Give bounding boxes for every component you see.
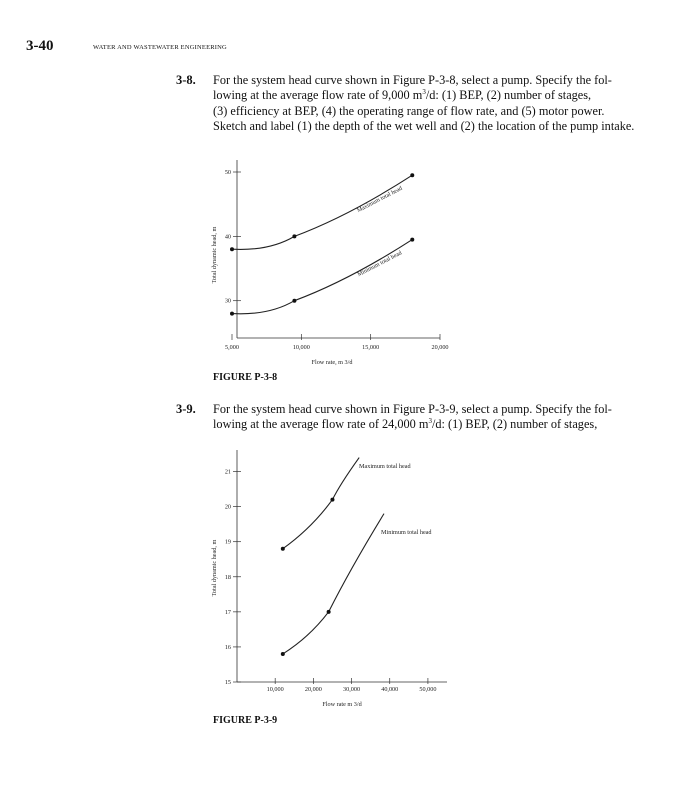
x-tick-label: 10,000 [292,344,310,351]
x-tick-label: 50,000 [419,686,437,693]
series-curve [232,175,412,249]
y-tick-label: 40 [224,233,231,241]
x-axis-label: Flow rate m 3/d [322,701,362,708]
x-tick-label: 10,000 [266,686,284,693]
problem-line: Sketch and label (1) the depth of the wet well and (2) the location of the pump intake. [213,119,635,134]
series-curve [232,240,412,314]
figure-caption: FIGURE P-3-9 [213,715,278,726]
problem-line: For the system head curve shown in Figure P-3-9, select a pump. Specify the fol- [213,402,612,416]
data-point [230,312,234,316]
data-point [292,234,296,238]
y-tick-label: 21 [224,468,231,476]
data-point [410,238,414,242]
problem-line: For the system head curve shown in Figure P-3-8, select a pump. Specify the fol- [213,73,612,87]
data-point [281,547,285,551]
x-tick-label: 20,000 [304,686,322,693]
y-tick-label: 19 [224,538,231,546]
y-axis-label: Total dynamic head, m [211,539,218,597]
data-point [292,299,296,303]
series-label: Maximum total head [359,463,411,470]
data-point [281,652,285,656]
y-tick-label: 50 [224,169,231,176]
series-curve [283,458,359,549]
problem-line-part: /d: (1) BEP, (2) number of stages, [431,417,598,432]
data-point [327,610,331,614]
y-axis-label: Total dynamic head, m [211,226,218,284]
problem-number: 3-9. [176,402,196,416]
y-tick-label: 18 [224,573,231,581]
superscript: 3 [422,88,426,97]
problem-line-part: lowing at the average flow rate of 24,000 m [213,417,429,432]
series-label: Minimum total head [381,529,432,536]
x-tick-label: 20,000 [431,344,449,351]
y-tick-label: 15 [224,679,231,686]
series-label: Maximum total head [356,185,404,215]
problem-line-part: /d: (1) BEP, (2) number of stages, [425,88,592,103]
page-number: 3-40 [26,38,54,54]
superscript: 3 [428,417,432,426]
y-tick-label: 17 [224,608,231,616]
x-tick-label: 30,000 [343,686,361,693]
y-tick-label: 30 [224,297,231,305]
running-head: WATER AND WASTEWATER ENGINEERING [93,44,227,51]
data-point [230,247,234,251]
series-curve [283,514,384,654]
data-point [410,173,414,177]
problem-number: 3-8. [176,73,196,87]
y-tick-label: 16 [224,643,231,651]
figure-caption: FIGURE P-3-8 [213,372,278,383]
x-tick-label: 40,000 [381,686,399,693]
problem-line-part: lowing at the average flow rate of 9,000 m [213,88,423,103]
series-label: Minimum total head [356,250,404,279]
x-tick-label: 5,000 [225,344,239,351]
y-tick-label: 20 [224,503,231,511]
x-tick-label: 15,000 [362,344,380,351]
x-axis-label: Flow rate, m 3/d [311,359,353,366]
problem-line: (3) efficiency at BEP, (4) the operating range of flow rate, and (5) motor power. [213,103,605,118]
data-point [330,498,334,502]
